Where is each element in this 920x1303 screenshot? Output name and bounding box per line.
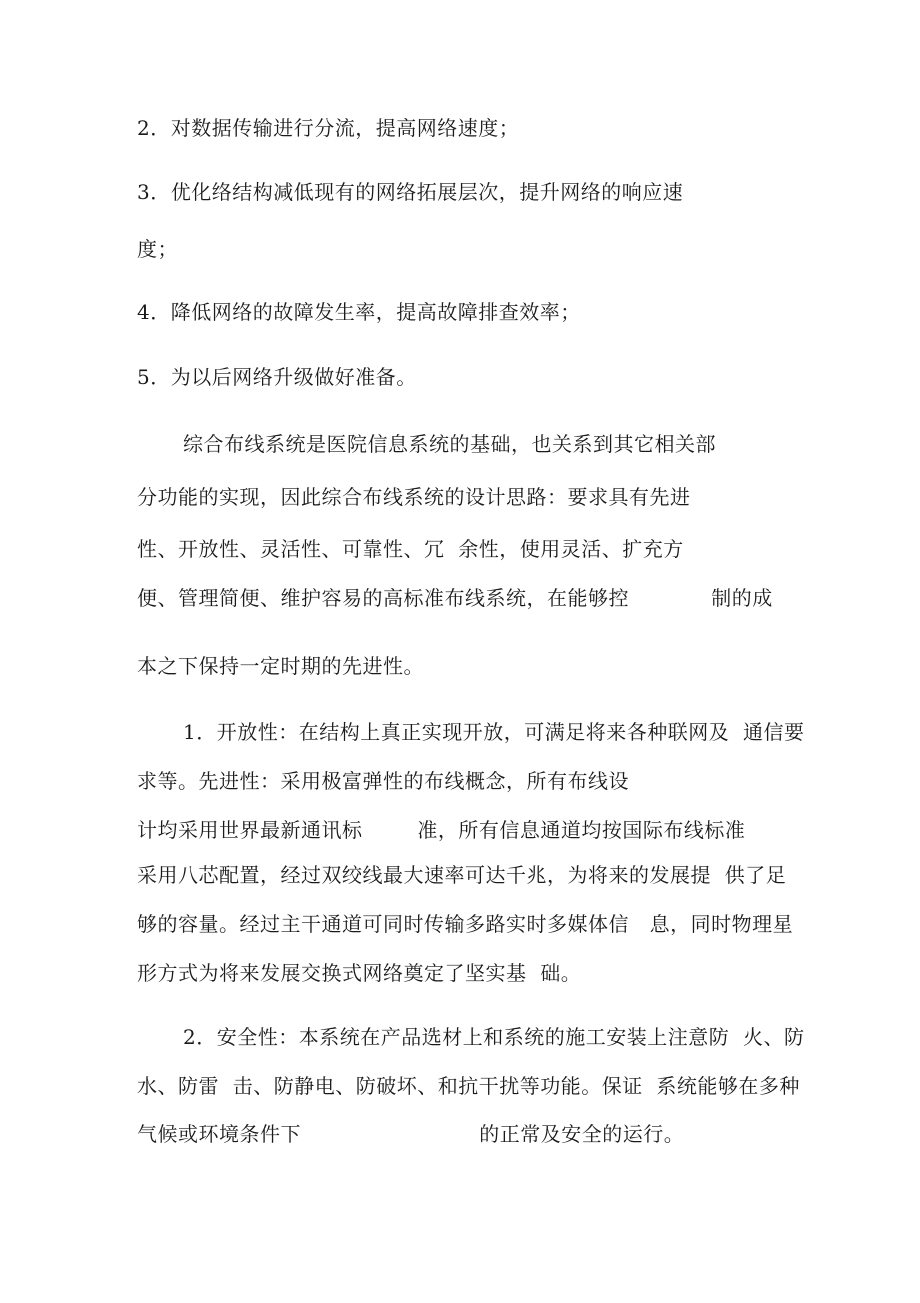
paragraph-line: 2．安全性：本系统在产品选材上和系统的施工安装上注意防 火、防: [183, 1025, 805, 1049]
paragraph-line: 求等。先进性：采用极富弹性的布线概念，所有布线设: [137, 769, 629, 793]
paragraph-line: 本之下保持一定时期的先进性。: [137, 654, 424, 678]
list-item-4: 4．降低网络的故障发生率，提高故障排查效率；: [137, 300, 581, 324]
paragraph-line: 够的容量。经过主干通道可同时传输多路实时多媒体信 息，同时物理星: [137, 912, 794, 936]
list-item-3: 3．优化络结构减低现有的网络拓展层次，提升网络的响应速: [137, 180, 684, 204]
list-item-5: 5．为以后网络升级做好准备。: [137, 365, 417, 389]
paragraph-line: 综合布线系统是医院信息系统的基础，也关系到其它相关部: [183, 432, 716, 456]
paragraph-line: 1．开放性：在结构上真正实现开放，可满足将来各种联网及 通信要: [183, 720, 805, 744]
paragraph-line: 便、管理简便、维护容易的高标准布线系统，在能够控 制的成: [137, 586, 773, 610]
paragraph-line: 分功能的实现，因此综合布线系统的设计思路：要求具有先进: [137, 485, 691, 509]
list-item-3-continued: 度；: [137, 237, 178, 261]
paragraph-line: 水、防雷 击、防静电、防破坏、和抗干扰等功能。保证 系统能够在多种: [137, 1074, 800, 1098]
paragraph-line: 气候或环境条件下 的正常及安全的运行。: [137, 1122, 685, 1146]
paragraph-line: 采用八芯配置，经过双绞线最大速率可达千兆，为将来的发展提 供了足: [137, 863, 787, 887]
paragraph-line: 性、开放性、灵活性、可靠性、冗 余性，使用灵活、扩充方: [137, 537, 684, 561]
list-item-2: 2．对数据传输进行分流，提高网络速度；: [137, 116, 520, 140]
paragraph-line: 形方式为将来发展交换式网络奠定了坚实基 础。: [137, 961, 582, 985]
paragraph-line: 计均采用世界最新通讯标 准，所有信息通道均按国际布线标准: [137, 818, 746, 842]
